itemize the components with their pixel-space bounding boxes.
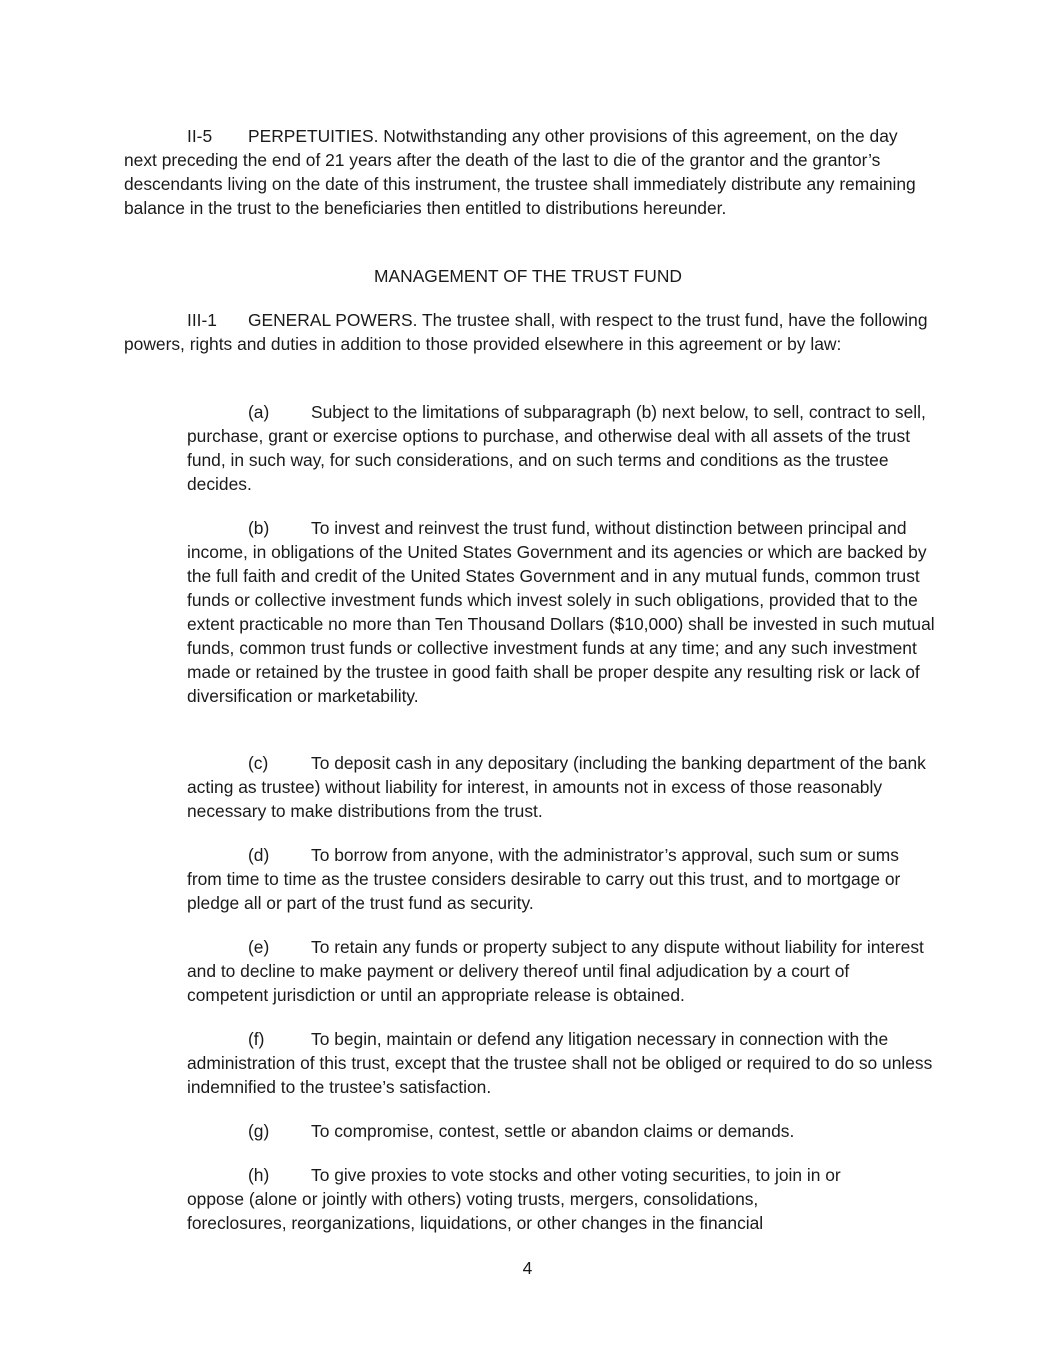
- subparagraph-text: To begin, maintain or defend any litigation necessary in connection with the administration of this trust, except that the trustee shall not be obliged or required to do so unless indemnified to the trustee’s satisfaction.: [187, 1029, 933, 1097]
- subparagraph-e: [187, 935, 935, 1007]
- subparagraph-d: [187, 843, 935, 915]
- subparagraph-label: (a): [248, 402, 270, 422]
- subparagraph-label: (f): [248, 1029, 265, 1049]
- subparagraph-label: (b): [248, 518, 270, 538]
- subparagraph-c: [187, 751, 935, 823]
- subparagraph-label: (d): [248, 845, 270, 865]
- section-text: PERPETUITIES. Notwithstanding any other provisions of this agreement, on the day next preceding the end of 21 years after the death of the last to die of the grantor and the grantor’s descendants living on the date of this instrument, the trustee shall immediately distribute any remaining balance in the trust to the beneficiaries then entitled to distributions hereunder.: [124, 126, 916, 218]
- section-number: II-5: [187, 126, 213, 146]
- subparagraph-label: (c): [248, 753, 269, 773]
- paragraph-ii-5: [124, 124, 932, 220]
- subparagraph-text: To borrow from anyone, with the administrator’s approval, such sum or sums from time to time as the trustee considers desirable to carry out this trust, and to mortgage or pledge all or part of the trust fund as security.: [187, 845, 901, 913]
- section-number: III-1: [187, 310, 217, 330]
- subparagraph-b: [187, 516, 935, 708]
- subparagraph-text: Subject to the limitations of subparagraph (b) next below, to sell, contract to sell, purchase, grant or exercise options to purchase, and otherwise deal with all assets of the trust fund, in such way, for such considerations, and on such terms and conditions as the trustee decides.: [187, 402, 926, 494]
- subparagraph-text: To retain any funds or property subject to any dispute without liability for interest and to decline to make payment or delivery thereof until final adjudication by a court of competent jurisdiction or until an appropriate release is obtained.: [187, 937, 924, 1005]
- subparagraph-text: To deposit cash in any depositary (including the banking department of the bank acting as trustee) without liability for interest, in amounts not in excess of those reasonably necessary to make distributions from the trust.: [187, 753, 926, 821]
- section-text: GENERAL POWERS. The trustee shall, with respect to the trust fund, have the following powers, rights and duties in addition to those provided elsewhere in this agreement or by law:: [124, 310, 928, 354]
- page-number: 4: [522, 1258, 533, 1278]
- subparagraph-a: [187, 400, 935, 496]
- subparagraph-text: To invest and reinvest the trust fund, without distinction between principal and income, in obligations of the United States Government and its agencies or which are backed by the full faith and credit of the United States Government and in any mutual funds, common trust funds or collective investment funds which invest solely in such obligations, provided that to the extent practicable no more than Ten Thousand Dollars ($10,000) shall be invested in such mutual funds, common trust funds or collective investment funds at any time; and any such investment made or retained by the trustee in good faith shall be proper despite any resulting risk or lack of diversification or marketability.: [187, 518, 935, 706]
- subparagraph-label: (g): [248, 1121, 270, 1141]
- subparagraph-g: [187, 1119, 935, 1143]
- subparagraph-h: [187, 1163, 857, 1235]
- section-heading: MANAGEMENT OF THE TRUST FUND: [374, 266, 682, 286]
- subparagraph-text: To give proxies to vote stocks and other voting securities, to join in or oppose (alone or jointly with others) voting trusts, mergers, consolidations, foreclosures, reorganizations, liquidations, or other changes in the financial: [187, 1165, 841, 1233]
- subparagraph-f: [187, 1027, 935, 1099]
- subparagraph-label: (h): [248, 1165, 270, 1185]
- subparagraph-label: (e): [248, 937, 270, 957]
- paragraph-iii-1: [124, 308, 932, 356]
- subparagraph-text: To compromise, contest, settle or abandon claims or demands.: [311, 1121, 795, 1141]
